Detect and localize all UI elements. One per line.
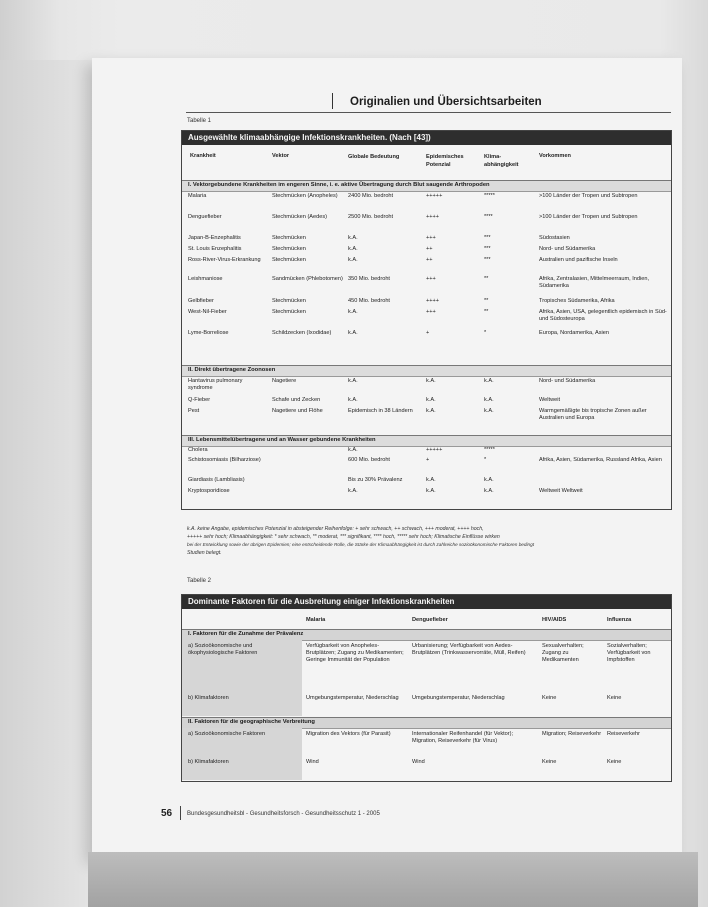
- t1-col-klima: Klima-abhängigkeit: [484, 154, 519, 168]
- t1-rows2-0-klima: k.A.: [484, 378, 494, 384]
- t1-rows1-5-krankheit: Leishmaniose: [188, 276, 223, 282]
- t1-rows1-3-potenzial: ++: [426, 246, 433, 252]
- t1-rows2-1-potenzial: k.A.: [426, 397, 436, 403]
- t2-rows1-0-influenza: Sozialverhalten; Verfügbarkeit von Impfstoffen: [607, 643, 651, 664]
- t2-rows2-1-faktor: b) Klimafaktoren: [188, 759, 229, 765]
- t2-rows1-1-hiv: Keine: [542, 695, 557, 701]
- t1-section-1: I. Vektorgebundene Krankheiten im engeren Sinne, i. e. aktive Übertragung durch Blut saugende Arthropoden: [182, 180, 671, 192]
- t1-rows1-7-klima: **: [484, 309, 489, 315]
- t1-rows2-1-vorkommen: Weltweit: [539, 397, 561, 403]
- t1-rows1-3-vorkommen: Nord- und Südamerika: [539, 246, 596, 252]
- t1-rows1-4-bedeutung: k.A.: [348, 257, 358, 263]
- t1-rows1-1-vektor: Stechmücken (Aedes): [272, 214, 328, 220]
- t1-rows1-1-bedeutung: 2500 Mio. bedroht: [348, 214, 394, 220]
- t1-section-3: III. Lebensmittelübertragene und an Wasser gebundene Krankheiten: [182, 435, 671, 447]
- t1-rows1-5-klima: **: [484, 276, 489, 282]
- t2-rows1-0-faktor: a) Sozioökonomische und ökophysiologische Faktoren: [188, 643, 258, 657]
- t1-rows2-2-bedeutung: Epidemisch in 38 Ländern: [348, 408, 413, 414]
- t1-rows3-0-potenzial: +++++: [426, 447, 443, 453]
- t1-rows2-0-vorkommen: Nord- und Südamerika: [539, 378, 596, 384]
- t1-rows1-5-vorkommen: Afrika, Zentralasien, Mittelmeerraum, Indien, Südamerika: [539, 276, 650, 290]
- t2-section-1: I. Faktoren für die Zunahme der Prävalenz: [182, 629, 671, 641]
- t1-rows3-1-potenzial: +: [426, 457, 430, 463]
- t1-rows2-0-potenzial: k.A.: [426, 378, 436, 384]
- t1-rows1-5-bedeutung: 350 Mio. bedroht: [348, 276, 390, 282]
- t2-rows2-0-hiv: Migration; Reiseverkehr: [542, 731, 602, 737]
- t1-rows3-1-vorkommen: Afrika, Asien, Südamerika, Russland Afrika, Asien: [539, 457, 662, 463]
- t1-rows1-6-bedeutung: 450 Mio. bedroht: [348, 298, 390, 304]
- t2-rows2-0-influenza: Reiseverkehr: [607, 731, 640, 737]
- t1-rows2-2-vorkommen: Warmgemäßigte bis tropische Zonen außer Australien und Europa: [539, 408, 647, 422]
- t1-col-vorkommen: Vorkommen: [539, 153, 571, 159]
- t2-col-influenza: Influenza: [607, 617, 632, 623]
- table1-title: Ausgewählte klimaabhängige Infektionskrankheiten. (Nach [43]): [182, 131, 671, 145]
- t1-rows1-4-vorkommen: Australien und pazifische Inseln: [539, 257, 618, 263]
- table1-label: Tabelle 1: [187, 118, 212, 124]
- t2-col-hiv: HIV/AIDS: [542, 617, 567, 623]
- page-number: 56: [161, 808, 173, 819]
- t1-rows3-3-krankheit: Kryptosporidiose: [188, 488, 230, 494]
- t1-rows1-2-vorkommen: Südostasien: [539, 235, 570, 241]
- t1-rows1-0-vektor: Stechmücken (Anopheles): [272, 193, 338, 199]
- t2-rows1-1-dengue: Umgebungstemperatur, Niederschlag: [412, 695, 505, 701]
- t1-footnote-2: +++++ sehr hoch; Klimaabhängigkeit: * sehr schwach, ** moderat, *** signifikant, **** hoch, ***** sehr hoch; Klimatische Einflüsse wirken: [187, 534, 500, 540]
- t1-rows1-8-potenzial: +: [426, 330, 430, 336]
- t2-rows2-1-dengue: Wind: [412, 759, 425, 765]
- t2-rows2-1-malaria: Wind: [306, 759, 319, 765]
- t1-rows3-0-bedeutung: k.A.: [348, 447, 358, 453]
- t1-rows1-4-krankheit: Ross-River-Virus-Erkrankung: [188, 257, 261, 263]
- t2-section-2: II. Faktoren für die geographische Verbreitung: [182, 717, 671, 729]
- t1-rows1-8-bedeutung: k.A.: [348, 330, 358, 336]
- t1-rows2-2-potenzial: k.A.: [426, 408, 436, 414]
- t1-rows1-7-bedeutung: k.A.: [348, 309, 358, 315]
- t1-rows1-5-vektor: Sandmücken (Phlebotomen): [272, 276, 343, 282]
- t1-rows1-1-klima: ****: [484, 214, 493, 220]
- t1-rows1-0-vorkommen: >100 Länder der Tropen und Subtropen: [539, 193, 638, 199]
- t1-rows1-7-krankheit: West-Nil-Fieber: [188, 309, 227, 315]
- t1-col-krankheit: Krankheit: [190, 153, 216, 159]
- t1-rows2-1-krankheit: Q-Fieber: [188, 397, 211, 403]
- t1-rows1-2-bedeutung: k.A.: [348, 235, 358, 241]
- t1-rows1-5-potenzial: +++: [426, 276, 436, 282]
- t2-rows2-1-influenza: Keine: [607, 759, 622, 765]
- t1-rows2-2-klima: k.A.: [484, 408, 494, 414]
- t1-rows1-0-bedeutung: 2400 Mio. bedroht: [348, 193, 394, 199]
- t2-col-malaria: Malaria: [306, 617, 326, 623]
- t1-rows1-0-krankheit: Malaria: [188, 193, 207, 199]
- table2: [181, 594, 672, 782]
- t1-rows1-3-bedeutung: k.A.: [348, 246, 358, 252]
- t2-rows2-0-faktor: a) Sozioökonomische Faktoren: [188, 731, 266, 737]
- table2-title: Dominante Faktoren für die Ausbreitung einiger Infektionskrankheiten: [182, 595, 671, 609]
- t1-rows1-3-klima: ***: [484, 246, 491, 252]
- t1-rows1-3-krankheit: St. Louis Enzephalitis: [188, 246, 242, 252]
- t1-rows1-2-vektor: Stechmücken: [272, 235, 306, 241]
- t1-rows1-6-vektor: Stechmücken: [272, 298, 306, 304]
- t1-rows2-0-vektor: Nagetiere: [272, 378, 297, 384]
- t1-rows3-0-krankheit: Cholera: [188, 447, 208, 453]
- t1-rows2-1-bedeutung: k.A.: [348, 397, 358, 403]
- t1-rows1-6-klima: **: [484, 298, 489, 304]
- t1-section-2: II. Direkt übertragene Zoonosen: [182, 365, 671, 377]
- header-rule: [332, 93, 333, 109]
- t1-rows2-0-bedeutung: k.A.: [348, 378, 358, 384]
- t1-rows3-3-vorkommen: Weltweit Weltweit: [539, 488, 583, 494]
- t1-rows1-8-vektor: Schildzecken (Ixodidae): [272, 330, 332, 336]
- t1-rows1-8-vorkommen: Europa, Nordamerika, Asien: [539, 330, 609, 336]
- t1-rows3-3-potenzial: k.A.: [426, 488, 436, 494]
- table2-label: Tabelle 2: [187, 578, 212, 584]
- t1-rows1-0-potenzial: +++++: [426, 193, 443, 199]
- t2-rows1-1-malaria: Umgebungstemperatur, Niederschlag: [306, 695, 399, 701]
- t1-rows1-2-krankheit: Japan-B-Enzephalitis: [188, 235, 241, 241]
- t1-rows1-1-vorkommen: >100 Länder der Tropen und Subtropen: [539, 214, 638, 220]
- t1-rows2-1-vektor: Schafe und Zecken: [272, 397, 321, 403]
- t2-rows1-1-influenza: Keine: [607, 695, 622, 701]
- t1-rows1-6-potenzial: ++++: [426, 298, 440, 304]
- t2-rows2-0-dengue: Internationaler Reifenhandel (für Vektor); Migration, Reiseverkehr (für Virus): [412, 731, 514, 745]
- scan-left-margin: [0, 60, 92, 907]
- t2-rows1-0-malaria: Verfügbarkeit von Anopheles-Brutplätzen; Zugang zu Medikamenten; Geringe Immunität der Population: [306, 643, 404, 664]
- t1-footnote-4: Studien belegt.: [187, 550, 222, 556]
- t1-rows2-2-vektor: Nagetiere und Flöhe: [272, 408, 323, 414]
- table1: [181, 130, 672, 510]
- t1-rows1-2-klima: ***: [484, 235, 491, 241]
- header-underline: [186, 112, 671, 113]
- t1-rows3-2-krankheit: Giardiasis (Lambliasis): [188, 477, 245, 483]
- t1-rows1-8-krankheit: Lyme-Borreliose: [188, 330, 229, 336]
- t1-rows3-1-bedeutung: 600 Mio. bedroht: [348, 457, 390, 463]
- t1-rows1-2-potenzial: +++: [426, 235, 436, 241]
- t1-rows1-6-vorkommen: Tropisches Südamerika, Afrika: [539, 298, 615, 304]
- scan-bottom-edge: [88, 852, 698, 907]
- t1-rows1-6-krankheit: Gelbfieber: [188, 298, 214, 304]
- t1-rows3-1-klima: *: [484, 457, 487, 463]
- t1-rows3-2-potenzial: k.A.: [426, 477, 436, 483]
- t1-col-vektor: Vektor: [272, 153, 290, 159]
- t1-rows3-3-klima: k.A.: [484, 488, 494, 494]
- t2-rows1-0-hiv: Sexualverhalten; Zugang zu Medikamenten: [542, 643, 584, 664]
- t1-rows3-2-bedeutung: Bis zu 30% Prävalenz: [348, 477, 403, 483]
- t1-rows3-1-krankheit: Schistosomiasis (Bilharziose): [188, 457, 261, 463]
- t1-rows2-1-klima: k.A.: [484, 397, 494, 403]
- page-header-title: Originalien und Übersichtsarbeiten: [350, 96, 542, 108]
- t1-rows1-8-klima: *: [484, 330, 487, 336]
- t1-rows3-3-bedeutung: k.A.: [348, 488, 358, 494]
- t1-rows1-3-vektor: Stechmücken: [272, 246, 306, 252]
- footer-rule: [180, 806, 181, 820]
- t1-rows1-7-vektor: Stechmücken: [272, 309, 306, 315]
- t2-rows2-1-hiv: Keine: [542, 759, 557, 765]
- t1-rows1-7-potenzial: +++: [426, 309, 436, 315]
- t1-rows1-4-vektor: Stechmücken: [272, 257, 306, 263]
- t1-rows1-1-krankheit: Denguefieber: [188, 214, 222, 220]
- t2-rows2-0-malaria: Migration des Vektors (für Parasit): [306, 731, 391, 737]
- t1-col-bedeutung: Globale Bedeutung: [348, 154, 400, 160]
- t1-footnote-3: bei der Entwicklung sowie der übrigen Epidemien; eine entscheidende Rolle, die Stärke der Klimaabhängigkeit ist durch zahlreiche sozioökonomische Faktoren bedingt: [187, 542, 535, 547]
- t2-rows1-0-dengue: Urbanisierung; Verfügbarkeit von Aedes-Brutplätzen (Trinkwasservorräte, Müll, Reifen): [412, 643, 526, 657]
- footer-citation: Bundesgesundheitsbl - Gesundheitsforsch - Gesundheitsschutz 1 - 2005: [187, 811, 380, 817]
- t1-rows1-0-klima: *****: [484, 193, 495, 199]
- t1-rows1-7-vorkommen: Afrika, Asien, USA, gelegentlich epidemisch in Süd- und Südosteuropa: [539, 309, 667, 323]
- t1-footnote-1: k.A. keine Angabe, epidemisches Potenzial in absteigender Reihenfolge: + sehr schwach, ++ schwach, +++ moderat, ++++ hoch,: [187, 526, 484, 532]
- t1-rows1-4-potenzial: ++: [426, 257, 433, 263]
- t2-rows1-1-faktor: b) Klimafaktoren: [188, 695, 229, 701]
- t1-rows3-2-klima: k.A.: [484, 477, 494, 483]
- t1-rows2-0-krankheit: Hantavirus pulmonary syndrome: [188, 378, 243, 392]
- t2-col-dengue: Denguefieber: [412, 617, 448, 623]
- t1-rows3-0-klima: *****: [484, 447, 495, 453]
- t1-col-potenzial: Epidemisches Potenzial: [426, 154, 464, 168]
- t1-rows1-1-potenzial: ++++: [426, 214, 440, 220]
- t1-rows2-2-krankheit: Pest: [188, 408, 200, 414]
- t1-rows1-4-klima: ***: [484, 257, 491, 263]
